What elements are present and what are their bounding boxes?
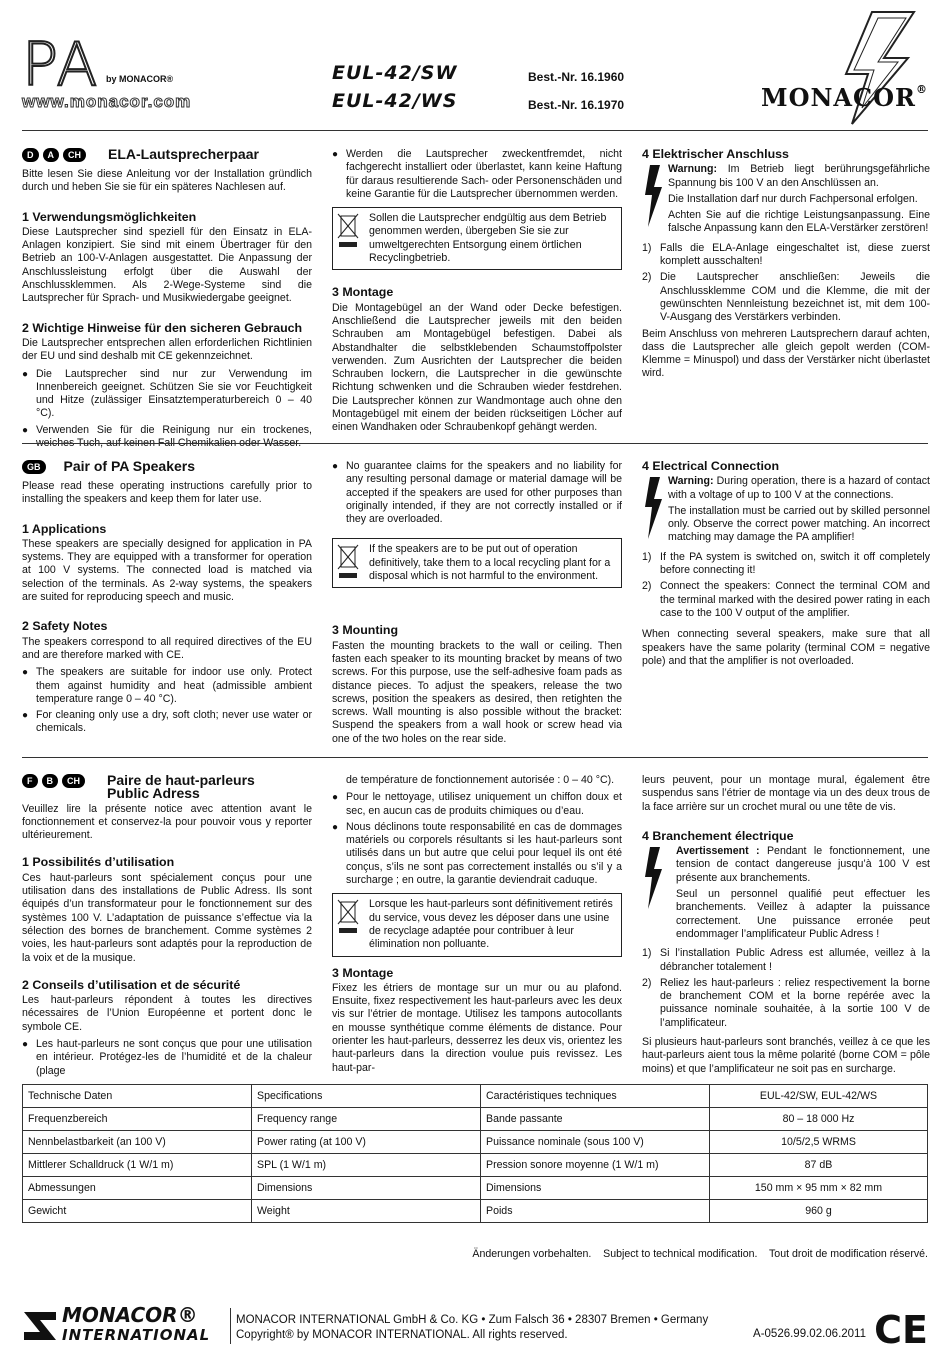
gb-s4-title: 4 Electrical Connection	[642, 459, 780, 473]
de-s3-text: Die Montagebügel an der Wand oder Decke befestigen. Anschließend die Lautsprecher jeweils mit den beiden Schrauben am Montagebügel befestigen. Dabei als Abstandhalter die selbstklebenden Schaumstoffpolster verwenden. Zum Ausrichten der Lautsprecher die beiden Schrauben lockern, die Lautsprecher in die gewünschte Richtung schwenken und die Schrauben wieder festdrehen. Die Lautsprecher können zur Wandmontage auch ohne den Montagebügel mit einem der beiden rückseitigen Löcher auf einen Wandhaken oder Schraubenkopf gehängt werden.	[332, 301, 622, 434]
de-column-1	[22, 148, 312, 453]
gb-column-1	[22, 460, 312, 739]
table-cell: 80 – 18 000 Hz	[710, 1108, 928, 1131]
spec-table	[22, 1084, 928, 1223]
recycle-note	[332, 538, 622, 588]
list-item: ● Les haut-parleurs ne sont conçus que pour une utilisation en intérieur. Protégez-les de l’humidité et de la chaleur (plage	[22, 1038, 312, 1078]
warning-text: Achten Sie auf die richtige Leistungsanpassung. Eine falsche Anpassung kann den ELA-Verstärker zerstören!	[668, 209, 930, 235]
list-item: 2) Reliez les haut-parleurs : reliez respectivement la borne de branchement COM et la borne repérée avec la puissance nominale souhaitée, à la sortie 100 V de l’amplificateur.	[642, 976, 930, 1029]
table-cell: 87 dB	[710, 1154, 928, 1177]
gb-s1-title: 1 Applications	[22, 521, 107, 536]
table-cell: Abmessungen	[23, 1177, 252, 1200]
warning-text: Pendant le fonctionnement, une tension de contact dangereuse jusqu’à 100 V est présente aux branchements.	[676, 845, 931, 884]
list-item: 1) Si l’installation Public Adress est allumée, veillez à la débrancher totalement !	[642, 947, 930, 973]
table-cell: EUL-42/SW, EUL-42/WS	[710, 1085, 928, 1108]
warning-block	[642, 475, 930, 547]
de-s2-text: Die Lautsprecher entsprechen allen erforderlichen Richtlinien der EU und sind deshalb mit CE gekennzeichnet.	[22, 336, 312, 363]
table-cell: Frequency range	[252, 1108, 481, 1131]
footer-brand: MONACOR® INTERNATIONAL	[62, 1303, 211, 1344]
lightning-warning-icon	[642, 475, 668, 541]
gb-column-3	[642, 460, 930, 672]
badge-gb: GB	[22, 460, 46, 474]
list-item: ● The speakers are suitable for indoor use only. Protect them against humidity and heat (admissible ambient temperature range 0 – 40 °C).	[22, 666, 312, 706]
lightning-warning-icon	[642, 163, 668, 229]
gb-intro: Please read these operating instructions carefully prior to installing the speakers and keep them for later use.	[22, 480, 312, 506]
de-title: ELA-Lautsprecherpaar	[108, 146, 259, 163]
fr-s3-text: Fixez les étriers de montage sur un mur ou au plafond. Ensuite, fixez respectivement les haut-parleurs avec les deux vis sur l’étrier de montage. Utilisez les tampons autocollants en mousse synthétique comme éléments de distance. Pour orienter les haut-parleurs, desserrez les deux vis, orientez les haut-parleurs dans la direction voulue puis revissez. Les haut-par-	[332, 981, 622, 1074]
de-s1-title: 1 Verwendungsmöglichkeiten	[22, 209, 197, 224]
monacor-brand: MONACOR®	[761, 83, 928, 112]
table-row	[23, 1131, 928, 1154]
de-heading	[22, 148, 312, 162]
fr-s4-text: Si plusieurs haut-parleurs sont branchés, veillez à ce que les haut-parleurs aient tous la même polarité (borne COM = pôle moins) et que l’amplificateur ne soit pas en surcharge.	[642, 1036, 930, 1075]
fr-s4-title: 4 Branchement électrique	[642, 828, 794, 843]
table-row	[23, 1108, 928, 1131]
gb-heading	[22, 460, 312, 474]
document-code: A-0526.99.02.06.2011	[753, 1328, 866, 1340]
gb-s2-text: The speakers correspond to all required directives of the EU and are therefore marked with CE.	[22, 635, 312, 661]
table-cell: Specifications	[252, 1085, 481, 1108]
gb-s3-text: Fasten the mounting brackets to the wall or ceiling. Then fasten each speaker to its mounting bracket by means of two screws. For this purpose, use the self-adhesive foam pads as distance pieces. To adjust the speakers, release the two screws, position the speakers as desired, then retighten the screws. Wall mounting is also possible without the bracket: Suspend the speakers from a wall hook or screw head via one of the two holes on the rear side.	[332, 639, 622, 745]
table-cell: Nennbelastbarkeit (an 100 V)	[23, 1131, 252, 1154]
table-row	[23, 1154, 928, 1177]
de-s4-title: 4 Elektrischer Anschluss	[642, 147, 789, 161]
warning-label: Avertissement :	[676, 845, 760, 858]
fr-intro: Veuillez lire la présente notice avec attention avant le fonctionnement et conservez-la pour pouvoir vous y reporter ultérieurement.	[22, 802, 312, 842]
list-item: ● Die Lautsprecher sind nur zur Verwendung im Innenbereich geeignet. Schützen Sie sie vor Feuchtigkeit und Hitze (zulässiger Einsatztemperaturbereich 0 – 40 °C).	[22, 368, 312, 421]
fr-column-2	[332, 774, 622, 1079]
list-item: ● Pour le nettoyage, utilisez uniquement un chiffon doux et sec, en aucun cas de produits chimiques ou d’eau.	[332, 791, 622, 818]
list-item: ● Werden die Lautsprecher zweckentfremdet, nicht fachgerecht installiert oder überlastet, kann keine Haftung für daraus resultierende Sach- oder Personenschäden und keine Garantie für die Lautsprecher übernommen werden.	[332, 148, 622, 201]
modification-note: Änderungen vorbehalten. Subject to technical modification. Tout droit de modification réservé.	[472, 1248, 928, 1260]
list-item: ● No guarantee claims for the speakers and no liability for any resulting personal damage or material damage will be accepted if the speakers are used for other purposes than originally intended, if they are not correctly installed or if they are overloaded.	[332, 460, 622, 526]
table-cell: 150 mm × 95 mm × 82 mm	[710, 1177, 928, 1200]
fr-s3-title: 3 Montage	[332, 965, 394, 980]
table-cell: Puissance nominale (sous 100 V)	[481, 1131, 710, 1154]
fr-s1-title: 1 Possibilités d’utilisation	[22, 855, 175, 870]
warning-block	[642, 163, 930, 238]
table-cell: Power rating (at 100 V)	[252, 1131, 481, 1154]
badge-f: F	[22, 774, 38, 788]
fr-heading	[22, 774, 312, 801]
gb-s2-title: 2 Safety Notes	[22, 619, 108, 634]
list-item: ● Nous déclinons toute responsabilité en cas de dommages matériels ou corporels résultants si les haut-parleurs sont utilisés dans un but autre que celui pour lequel ils ont été conçus, s’ils ne sont pas correctement installés ou s’il y a surcharge ; en outre, la garantie deviendrait caduque.	[332, 821, 622, 887]
gb-title: Pair of PA Speakers	[63, 458, 196, 475]
table-cell: Mittlerer Schalldruck (1 W/1 m)	[23, 1154, 252, 1177]
recycle-note	[332, 893, 622, 956]
recycle-text: If the speakers are to be put out of operation definitively, take them to a local recycling plant for a disposal which is not harmful to the environment.	[369, 543, 611, 583]
crossed-bin-icon	[337, 212, 359, 248]
list-item: ● Verwenden Sie für die Reinigung nur ein trockenes, weiches Tuch, auf keinen Fall Chemikalien oder Wasser.	[22, 424, 312, 451]
de-s4-text: Beim Anschluss von mehreren Lautsprechern darauf achten, dass die Lautsprecher alle gleich gepolt werden (COM-Klemme = Minuspol) und dass der Verstärker nicht überlastet wird.	[642, 327, 930, 380]
gb-column-2	[332, 460, 622, 750]
gb-s3-title: 3 Mounting	[332, 623, 399, 638]
lightning-warning-icon	[642, 845, 668, 911]
table-cell: Dimensions	[481, 1177, 710, 1200]
divider	[230, 1308, 231, 1344]
divider	[22, 443, 928, 444]
table-cell: Frequenzbereich	[23, 1108, 252, 1131]
fr-s2-text: Les haut-parleurs répondent à toutes les directives nécessaires de l’Union Européenne et portent donc le symbole CE.	[22, 994, 312, 1033]
de-intro: Bitte lesen Sie diese Anleitung vor der Installation gründlich durch und heben Sie sie für ein späteres Nachlesen auf.	[22, 168, 312, 194]
de-s2-title: 2 Wichtige Hinweise für den sicheren Gebrauch	[22, 320, 303, 335]
pa-by-monacor: by MONACOR®	[106, 74, 174, 84]
de-s3-title: 3 Montage	[332, 285, 394, 300]
table-cell: Weight	[252, 1200, 481, 1223]
fr-column-3	[642, 774, 930, 1080]
badge-ch: CH	[63, 148, 86, 162]
warning-text: Seul un personnel qualifié peut effectuer les branchements. Veillez à adapter la puissance correctement. Une puissance erronée peut endommager l’amplificateur Public Adress !	[676, 888, 930, 940]
recycle-note	[332, 207, 622, 270]
warning-text: During operation, there is a hazard of contact with a voltage of up to 100 V at the connections.	[668, 475, 930, 501]
table-cell: Bande passante	[481, 1108, 710, 1131]
crossed-bin-icon	[337, 543, 359, 579]
warning-text: Im Betrieb liegt berührungsgefährliche Spannung bis 100 V an den Anschlüssen an.	[668, 163, 930, 189]
table-row	[23, 1177, 928, 1200]
badge-b: B	[42, 774, 59, 788]
warning-label: Warning:	[668, 475, 714, 488]
list-item: 2) Die Lautsprecher anschließen: Jeweils die Anschlussklemme COM und die Klemme, die mit der gewünschten Nennleistung bezeichnet ist, mit dem 100-V-Ausgang des Verstärkers verbinden.	[642, 271, 930, 324]
list-item: 1) If the PA system is switched on, switch it off completely before connecting it!	[642, 550, 930, 577]
de-column-2	[332, 148, 622, 439]
order-number-ws: Best.-Nr. 16.1970	[528, 98, 625, 112]
fr-s2-text-cont: de température de fonctionnement autorisée : 0 – 40 °C).	[346, 774, 615, 786]
divider	[22, 757, 928, 758]
table-cell: Dimensions	[252, 1177, 481, 1200]
warning-block	[642, 845, 930, 944]
fr-s1-text: Ces haut-parleurs sont spécialement conçus pour une utilisation dans des installations de Public Adress. Ils sont équipés d’un transformateur pour le fonctionnement sur des systèmes 100 V. L’adaptation de puissance s’effectue via la sélection des bornes de branchement. Comme systèmes 2 voies, les haut-parleurs sont adaptés pour la reproduction de la voix et de la musique.	[22, 871, 312, 964]
de-column-3	[642, 148, 930, 385]
model-ws: EUL-42/WS	[332, 90, 458, 112]
table-cell: SPL (1 W/1 m)	[252, 1154, 481, 1177]
de-s1-text: Diese Lautsprecher sind speziell für den Einsatz in ELA-Anlagen konzipiert. Sie sind mit einem Übertrager für den Betrieb an 100-V-Anlagen ausgestattet. Die Anpassung der Anschlussleistung erfolgt über die Auswahl der Anschlussklemmen. Als 2-Wege-Systeme sind die Lautsprecher für Sprach- und Musikwiedergabe geeignet.	[22, 225, 312, 305]
table-cell: Poids	[481, 1200, 710, 1223]
monacor-international-logo-icon	[22, 1310, 58, 1342]
warning-label: Warnung:	[668, 163, 718, 176]
table-cell: Gewicht	[23, 1200, 252, 1223]
badge-d: D	[22, 148, 39, 162]
fr-s3-text-cont: leurs peuvent, pour un montage mural, également être suspendus sans l’étrier de montage via un des deux trous de la face arrière sur un crochet mural ou une tête de vis.	[642, 774, 930, 813]
badge-a: A	[43, 148, 60, 162]
fr-column-1	[22, 774, 312, 1081]
order-number-sw: Best.-Nr. 16.1960	[528, 70, 625, 84]
table-cell: 960 g	[710, 1200, 928, 1223]
table-cell: Technische Daten	[23, 1085, 252, 1108]
crossed-bin-icon	[337, 898, 359, 934]
gb-s1-text: These speakers are specially designed for application in PA systems. They are equipped with a transformer for operation at 100 V systems. The connected load is matched via selection of the terminals. As 2-way systems, the speakers are suited for reproducing speech and music.	[22, 537, 312, 604]
badge-ch: CH	[62, 774, 85, 788]
list-item: ● For cleaning only use a dry, soft cloth; never use water or chemicals.	[22, 709, 312, 736]
warning-text: The installation must be carried out by skilled personnel only. Observe the correct power matching. An incorrect matching may damage the PA amplifier!	[668, 504, 930, 544]
recycle-text: Lorsque les haut-parleurs sont définitivement retirés du service, vous devez les déposer dans une usine de recyclage adaptée pour contribuer à leur élimination non polluante.	[369, 898, 613, 951]
table-row	[23, 1200, 928, 1223]
model-sw: EUL-42/SW	[332, 62, 458, 84]
table-cell: 10/5/2,5 WRMS	[710, 1131, 928, 1154]
recycle-text: Sollen die Lautsprecher endgültig aus dem Betrieb genommen werden, übergeben Sie sie zur umweltgerechten Entsorgung einem örtlichen Recyclingbetrieb.	[369, 212, 607, 265]
pa-logo: PA	[22, 30, 100, 100]
warning-text: Die Installation darf nur durch Fachpersonal erfolgen.	[668, 192, 918, 205]
table-cell: Pression sonore moyenne (1 W/1 m)	[481, 1154, 710, 1177]
list-item: 2) Connect the speakers: Connect the terminal COM and the terminal marked with the desired power rating in each case to the 100 V output of the amplifier.	[642, 580, 930, 619]
ce-mark: CE	[874, 1308, 928, 1352]
website-url: www.monacor.com	[22, 92, 192, 111]
divider	[22, 130, 928, 131]
footer-address: MONACOR INTERNATIONAL GmbH & Co. KG • Zum Falsch 36 • 28307 Bremen • Germany Copyright® by MONACOR INTERNATIONAL. All rights reserved.	[236, 1314, 709, 1341]
fr-s2-title: 2 Conseils d’utilisation et de sécurité	[22, 977, 241, 992]
table-cell: Caractéristiques techniques	[481, 1085, 710, 1108]
list-item: 1) Falls die ELA-Anlage eingeschaltet ist, diese zuerst komplett ausschalten!	[642, 241, 930, 268]
table-header-row	[23, 1085, 928, 1108]
fr-title: Paire de haut-parleurs Public Adress	[107, 772, 255, 802]
gb-s4-text: When connecting several speakers, make sure that all speakers have the same polarity (terminal COM = negative pole) and that the amplifier is not overloaded.	[642, 628, 930, 667]
